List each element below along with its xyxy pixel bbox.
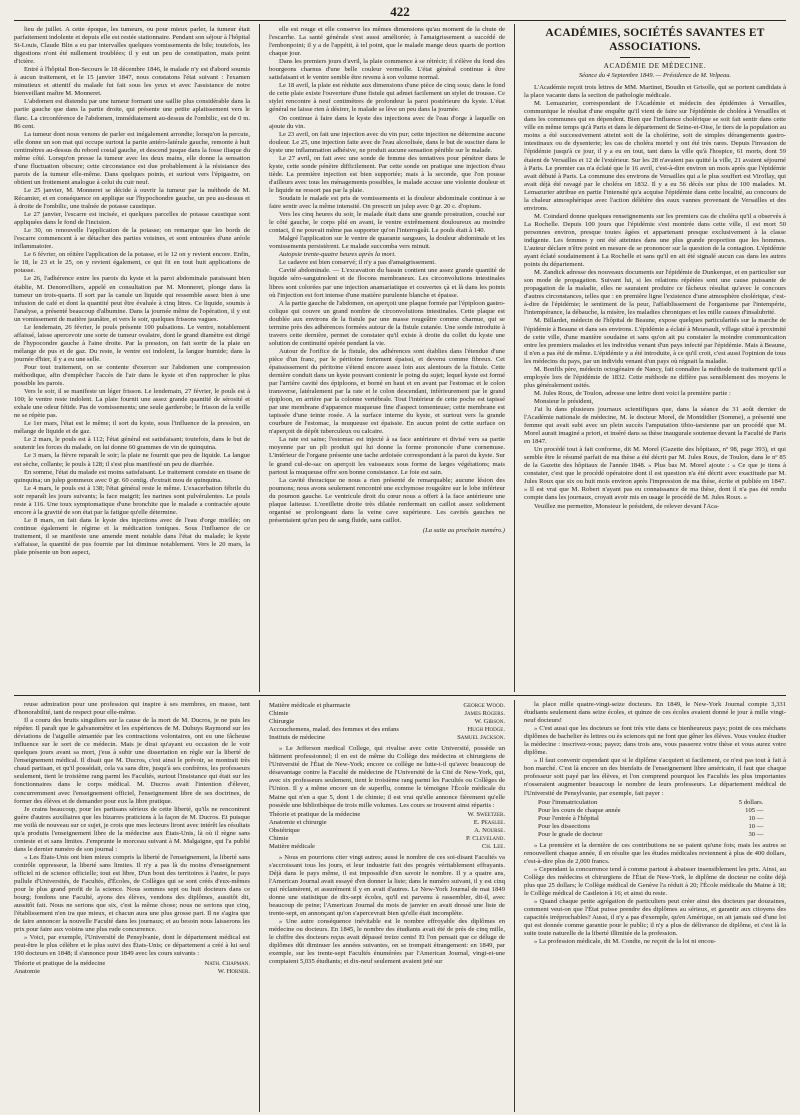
paragraph: » La première et la dernière de ces contributions ne se paient qu'une fois; mais les autres se renouvellent chaque année, il en résulte que les études médicales reviennent à plus de 400 dollars, c'est-à-dire plus de 2,000 francs. (524, 841, 786, 865)
paragraph: En somme, l'état du malade est moins satisfaisant. Le traitement consiste en tisane de quinquina; un julep gommeux avec 0 gr. 60 centig. d'extrait mou de quinquina. (14, 468, 250, 484)
professor: E. Peaslee. (473, 818, 505, 826)
paragraph: J'ai lu dans plusieurs journaux scientifiques que, dans la séance du 31 août dernier de l'Académie nationale de médecine, M. le docteur Morel, de Montdidier (Somme), a présenté une femme qui avait subi avec un plein succès l'amputation tibio-tarsienne par un procédé que M. Morel aurait imaginé a priori, et inséré dans sa thèse inaugurale soutenue devant la Faculté de Paris en 1847. (524, 405, 786, 446)
paragraph: La tumeur dont nous venons de parler est inégalement arrondie; lorsqu'on la percute, elle donne un son mat qui occupe surtout la partie antéro-latérale gauche, remonte à huit centimètres au-dessus du rebord costal gauche, et descend jusque dans la fosse iliaque du même côté. Lorsqu'on presse la tumeur avec les deux mains, elle donne la sensation d'une fluctuation obscure; cette circonstance est due probablement à la résistance des parois de la tumeur elle-même. Dans quelques points, et surtout vers l'épigastre, on obtient un frottement analogue à celui du cuir neuf. (14, 130, 250, 186)
course: Chimie (269, 834, 289, 842)
course: Chimie (269, 710, 289, 718)
page-number: 422 (390, 4, 410, 19)
fee-item: Pour l'entrée à l'hôpital (538, 814, 599, 822)
paragraph: » Quand chaque petite agrégation de particuliers peut créer ainsi des docteurs par douzaines, comment veut-on que l'État puisse prendre des diplômes au sérieux, et garantir aux citoyens des capacités irréprochables? Aussi, il n'y a pas d'exemple, qu'en Amérique, on ait jamais usé d'une loi qui est donnée comme garantie pour le public; il n'y a plus de délivrance de diplôme, et c'est là la suite toute naturelle de la liberté illimitée de la profession. (524, 898, 786, 938)
fee-row (538, 807, 763, 815)
paragraph: Veuillez me permettre, Monsieur le président, de relever devant l'Aca- (534, 502, 720, 510)
course-roster (14, 960, 250, 976)
column-divider (259, 24, 260, 692)
column-3 (524, 22, 786, 692)
column-2 (269, 26, 505, 692)
professor: Hugh Hodge. (467, 726, 505, 734)
paragraph: A la partie gauche de l'abdomen, on aperçoit une plaque formée par l'épiploon gastro-colique qui couvre un grand nombre de circonvolutions intestinales. Cette plaque est doublée aux environs de la fistule par une masse rougeâtre comme charnue, qui se termine près des adhérences formées autour de la fistule cutanée. Une sonde introduite à travers cette dernière, permet de constater qu'il existe à droite du collet du kyste une solution de continuité opérée pendant la vie. (269, 299, 505, 347)
fee-row (538, 831, 763, 839)
course-roster (269, 702, 505, 742)
course: Chirurgie (269, 718, 295, 726)
roster-row (14, 968, 250, 976)
fee-amount: 10 — (748, 814, 764, 822)
autopsy-heading: Autopsie trente-quatre heures après la mort. (279, 251, 396, 259)
paragraph: Cavité abdominale. — L'excavation du bassin contient une assez grande quantité de liquide séro-sanguinolent et de flocons membraneux. Les circonvolutions intestinales libres sont colorées par une injection anamariatique et couvertes çà et là dans les points où l'injection est fort intense d'une matière purulente blanche et épaisse. (269, 267, 505, 299)
paragraph: » La profession médicale, dit M. Condie, ne reçoit de la loi ni encou- (534, 938, 717, 946)
feuilleton-column-2 (269, 701, 505, 1111)
paragraph: elle est rouge et elle conserve les mêmes dimensions qu'au moment de la chute de l'escarrhe. La santé générale s'est aussi améliorée; à l'amaigrissement a succédé de l'embonpoint; il y a de l'appétit, à tel point, que le malade mange deux quarts de portion chaque jour. (269, 26, 505, 58)
course: Matière médicale (269, 842, 315, 850)
professor: George Wood. (463, 702, 505, 709)
section-title: ACADÉMIES, SOCIÉTÉS SAVANTES ET ASSOCIATIONS. (545, 27, 765, 53)
paragraph: Pour tout traitement, on se contente d'exercer sur l'abdomen une compression méthodique, afin d'empêcher l'accès de l'air dans le kyste et d'en rapprocher le plus possible les parois. (14, 363, 250, 388)
fee-item: Pour les dissections (538, 822, 591, 830)
paragraph: » Cependant la concurrence tend à comme partout à abaisser insensiblement les prix. Ainsi, au Collège des médecins et chirurgiens de l'État de New-York, le diplôme de docteur ne coûte déjà plus que 25 dollars; le Collège médical de Genève l'a réduit à 20; l'École médicale du Maine à 18; le Collège médical de Castleton à 16; et ainsi du reste. (524, 865, 786, 898)
paragraph: La rate est saine; l'estomac est injecté à sa face antérieure et divisé vers sa partie moyenne par un pli produit qui lui donne la forme prononcée d'une cornemuse. L'intérieur de l'organe présente une tache ardoisée correspondant à la paroi du kyste. Sur le grand cul-de-sac on aperçoit les vaisseaux sous forme de larges végétations; mais partout la muqueuse offre son bonne consistance. Le foie est sain. (269, 436, 505, 476)
course: Théorie et pratique de la médecine (14, 959, 106, 967)
fee-amount: 105 — (745, 806, 764, 814)
paragraph: La cavité thoracique ne nous a rien présenté de remarquable; aucune lésion des poumons; nous avons seulement rencontré une ecchymose rougeâtre sur le lobe inférieur du poumon gauche. Le ventricule droit du cœur nous a offert à la face antérieure une plaque laiteuse. L'oreillette droite très dilatée renfermait un caillot assez solidement organisé se prolongeant dans la veine cave supérieure. Les cavités gauches ne présentaient qu'un peu de sang fluide, sans caillot. (269, 476, 505, 524)
fee-item: Pour le grade de docteur (538, 830, 603, 838)
title-rule (620, 57, 690, 58)
paragraph: M. Billardet, médecin de l'hôpital de Beaune, expose quelques particularités sur la marche de l'épidémie à Beaune et dans ses environs. L'épidémie a éclaté à Meursault, village situé à proximité de cette ville, d'une manière soudaine et sans qu'on ait pu constater la moindre communication entre les premiers malades et les individus venant d'un pays infecté par l'épidémie. Mais à Beaune, il n'en a pas été de même. L'épidémie y a été introduite, à ce qu'il croit, c'est aussi l'opinion de tous les médecins du pays, par un individu venant d'un pays où régnait la maladie. (524, 317, 786, 365)
course: Anatomie et chirurgie (269, 818, 327, 826)
roster-row (269, 734, 505, 742)
fee-row (538, 823, 763, 831)
paragraph: Vers le soir, il se manifeste un léger frisson. Le lendemain, 27 février, le pouls est à 100; le ventre reste indolent. La plaie fournit une assez grande quantité de sérosité et exhale une odeur fétide. Pas de vomissements; une seule garderobe; le frisson de la veille ne se répète pas. (14, 388, 250, 420)
fee-amount: 5 dollars. (738, 798, 764, 806)
column-divider (514, 700, 515, 1112)
course: Matière médicale et pharmacie (269, 702, 351, 709)
paragraph: Le 18 avril, la plaie est réduite aux dimensions d'une pièce de cinq sous; dans le fond de cette plaie existe l'ouverture d'une fistule qui admet facilement un stylet de trousse. Ce stylet rencontre à neuf centimètres de profondeur la paroi postérieure du kyste. L'état général ne laisse rien à désirer, le malade se lève un peu dans la journée. (269, 82, 505, 114)
professor: P. Cleveland. (466, 834, 505, 842)
paragraph: Vers les cinq heures du soir, le malade était dans une grande prostration, couché sur le côté gauche, le corps plié en avant, le ventre extrêmement douloureux au moindre contact, il ne pouvait même pas supporter qu'on l'interrogeât. Le pouls était à 140. (269, 211, 505, 235)
paragraph: » Nous en pourrions citer vingt autres; aussi le nombre de ces soi-disant Facultés va s'accroissant tous les jours, et leur industrie fait des progrès véritablement effrayants. Déjà dans le pays même, il est impossible d'en savoir le nombre. Il y a quatre ans, l'American Journal avait essayé d'en donner la liste; dans le numéro suivant, il y est cinq qui réclamèrent, et assurément il y en avait d'autres. Le New-York Journal de mai 1849 donne une statistique de dix-sept écoles, qu'il est parvenu à rassembler, dit-il, avec beaucoup de peine; l'American Journal du mois de janvier en avait dressé une liste de trente-sept, en annonçant qu'on s'apercevrait bien qu'elle était incomplète. (269, 853, 505, 918)
professor: Nath. Chapman. (204, 959, 250, 967)
paragraph: M. Zandick adresse des nouveaux documents sur l'épidémie de Dunkerque, et en particulier sur son mode de propagation. Suivant lui, si les relations répétées sont une cause puissante de propagation de la maladie, elles ne sauraient produire ce fâcheux résultat qu'avec le concours d'autres circonstances, telles que : en première ligne l'existence d'une atmosphère cholérique, c'est-à-dire de l'épidémie; le sentiment de la peur, l'affaiblissement de l'organisme par l'intempérie, l'intempérance, la débauche, la misère, les maladies chroniques et les mille causes d'insalubrité. (524, 269, 786, 317)
course: Anatomie (14, 967, 41, 975)
professor: Ch. Lee. (481, 842, 505, 850)
paragraph: Le 4 mars, le pouls est à 138; l'état général reste le même. L'exacerbation fébrile du soir reparaît les jours suivants; la face maigrit; les narines sont pulvérulentes. Le pouls reste à 116. Une toux symptomatique d'une bronchite que le malade a contractée ajoute encore à la gravité de son état par la fatigue qu'elle détermine. (14, 484, 250, 516)
course: Instituts de médecine (269, 734, 326, 742)
paragraph: » Le Jefferson medical College, qui rivalise avec cette Université, possède un bâtiment professionnel; il en est de même du Collège des médecins et chirurgiens de l'Université de l'État de New-York; encore ce collège ne lutte-t-il qu'avec beaucoup de désavantage contre la Faculté de médecine de l'Université de la Cité de New-York, qui, avec six professeurs seulement, tient le troisième rang parmi les Facultés ou Collèges de l'Union. Il y a même encore un de superflu, comme le témoigne l'École médicale du Maine qui n'en a que 5, dont 1 de chimie; il est vrai qu'elle annonce fièrement qu'elle possède une bibliothèque de trois mille volumes. Les cours se trouvent ainsi répartis : (269, 745, 505, 809)
paragraph: Le 30, on renouvelle l'application de la potasse; on remarque que les bords de l'escarre commencent à se détacher des parties voisines, et sont entourées d'une aréole inflammatoire. (14, 227, 250, 251)
paragraph: L'Académie reçoit trois lettres de MM. Martinet, Boudin et Grisolle, qui se portent candidats à la place vacante dans la section de pathologie médicale. (524, 84, 786, 100)
paragraph: Entré à l'hôpital Bon-Secours le 18 décembre 1846, le malade n'y est d'abord soumis à aucun traitement, et le 15 janvier 1847, nous constatons l'état suivant : l'examen minutieux et attentif du malade fut fait sous les yeux et avec l'assistance de notre bienveillant maître M. Monneret. (14, 66, 250, 98)
roster-row (269, 726, 505, 734)
fee-row (538, 799, 763, 807)
roster-row (269, 718, 505, 726)
paragraph: Je crains beaucoup, pour les partisans sérieux de cette liberté, qu'ils ne rencontrent guère d'autres auxiliaires que les bizarres praticiens à la façon de M. Ducros. Et puisque me voilà de nouveau sur ce sujet, je crois que mes lecteurs liront avec intérêt les résultats qu'a produits l'enseignement libre de la médecine aux États-Unis, là où il règne sans conteste et et sans limites. J'emprunte le morceau suivant à M. Malgaigne, qui l'a publié dans le dernier numéro de son journal : (14, 805, 250, 853)
roster-row (269, 827, 505, 835)
roster-row (269, 702, 505, 710)
feuilleton-column-1 (14, 701, 250, 1111)
course-roster (269, 811, 505, 851)
paragraph: Le 2 mars, le pouls est à 112; l'état général est satisfaisant; toutefois, dans le but de soutenir les forces du malade, on lui donne 60 grammes de vin de quinquina. (14, 436, 250, 452)
paragraph: Le 27 janvier, l'escarre est incisée, et quelques parcelles de potasse caustique sont appliquées dans le fond de l'incision. (14, 211, 250, 227)
professor: W. Gibson. (474, 718, 505, 726)
academy-heading: ACADÉMIE DE MÉDECINE. (603, 62, 707, 70)
paragraph: Le 6 février, on réitère l'application de la potasse, et le 12 on y revient encore. Enfin, le 18, le 23 et le 25, on y revient également, ce qui fit en tout huit applications de potasse. (14, 251, 250, 275)
fee-amount: 30 — (748, 830, 764, 838)
paragraph: » Il faut convenir cependant que si le diplôme s'acquiert si facilement, ce n'est pas tout à fait à bon marché. C'est là encore un des bienfaits de l'enseignement libre américain, il faut que chaque professeur soit payé par les élèves, et l'on comprend pourquoi les Facultés les plus importantes n'osseraient augmenter beaucoup le nombre de leurs professeurs. Le département médical de l'Université de Pensylvanie, par exemple, fait payer : (524, 757, 786, 797)
roster-row (269, 811, 505, 819)
salutation: Monsieur le président, (534, 397, 594, 405)
course: Accouchemens, malad. des femmes et des enfans (269, 726, 399, 734)
paragraph: Le 27 avril, on fait avec une sonde de femme des tentatives pour pénétrer dans le kyste, cette sonde pénètre difficilement. Par cette sonde on pratique une injection d'eau tiède. La première injection est bien supportée; mais à la seconde, que l'on pousse d'ailleurs avec tous les ménagements possibles, le malade accuse une violente douleur et le liquide ne ressort pas par la plaie. (269, 154, 505, 194)
column-1 (14, 26, 250, 692)
fee-amount: 10 — (748, 822, 764, 830)
roster-row (14, 960, 250, 968)
paragraph: Le 23 avril, on fait une injection avec du vin pur; cette injection ne détermine aucune douleur. Le 25, une injection faite avec de l'eau alcoolisée, dans le but de susciter dans le kyste une inflammation adhésive, ne produit aucune sensation pénible sur le malade. (269, 130, 505, 154)
paragraph: On continue à faire dans le kyste des injections avec de l'eau d'orge à laquelle on ajoute du vin. (269, 114, 505, 130)
fee-item: Pour les cours de chaque année (538, 806, 621, 814)
professor: Samuel Jackson. (457, 734, 505, 742)
section-rule (14, 695, 786, 696)
professor: W. Horner. (217, 967, 250, 975)
fee-item: Pour l'immatriculation (538, 798, 598, 806)
paragraph: Dans les premiers jours d'avril, la plaie commence à se rétrécir; il s'élève du fond des bourgeons charnus d'une belle couleur vermeille. L'état général continue à être satisfaisant et le ventre semble être revenu à son volume normal. (269, 58, 505, 82)
column-divider (259, 700, 260, 1112)
paragraph: Un procédé tout à fait conforme, dit M. Morel (Gazette des hôpitaux, nº 98, page 393), et qui semble être le résumé parfait de ma thèse a été décrit par M. Jules Roux, de Toulon, dans le nº 85 de la Gazette des hôpitaux de l'année 1848. » Plus bas M. Morel ajoute : « Ce que je tiens à constater, c'est que le procédé opératoire dont il est question n'a été décrit avec exactitude par M. Jules Roux que six ou huit mois environ après l'impression de ma thèse, écrite et publiée en 1847. » Il est vrai que M. Robert n'ayant pas eu connaissance de ma thèse, dont il n'a pas été rendu compte dans les journaux, croyait avoir mis en usage le procédé de M. Jules Roux. » (524, 446, 786, 502)
feuilleton-column-3 (524, 701, 786, 1111)
fee-row (538, 815, 763, 823)
fee-table (538, 799, 763, 839)
paragraph: lieu de juillet. A cette époque, les tumeurs, ou pour mieux parler, la tumeur était parfaitement indolente et depuis elle est restée stationnaire. Pendant son séjour à l'hôpital St-Louis, Claude Blin a eu par intervalles quelques vomissements de bile; toutefois, les digestions n'ont été nullement troublées; il y eut un peu de constipation, mais point d'ictère. (14, 26, 250, 66)
paragraph: « Les États-Unis ont bien mieux compris la liberté de l'enseignement, la liberté sans contrôle oppresseur, la liberté sans limites. Il n'y a pas là du moins d'enseignement officiel ni de science officielle; tout est libre, D'un bout des territoires à l'autre, le pays pullule d'Universités, de Facultés, d'Écoles, de Collèges qui se sont créés d'eux-mêmes pour le plus grand profit de la science. Nous sommes sept ou huit docteurs dans ce bourg; fondons une Faculté, ayons des élèves, vendons des diplômes, aussitôt dit, aussitôt fait. Nous ne serions que six, c'est la même chose; nous ne serions que cinq, l'établissement n'en ira que mieux, et chacun aura une plus grosse part. Il ne s'agira que de faire annoncer la nouvelle Faculté dans les journaux; et au besoin nous laisserons les prix pour faire aux voisins une plus rude concurrence. (14, 853, 250, 934)
session-line: Séance du 4 Septembre 1849. — Présidence de M. Velpeau. (578, 72, 732, 80)
paragraph: reuse admiration pour une profession qui inspire à ses membres, en masse, tant d'honorabilité, tant de respect pour elle-même. (14, 701, 250, 717)
roster-row (269, 835, 505, 843)
paragraph: M. Jules Roux, de Toulon, adresse une lettre dont voici la première partie : (534, 389, 731, 397)
paragraph: » Une autre conséquence inévitable est le nombre effroyable des diplômes en médecine ou docteurs. En 1845, le nombre des étudiants avait été de près de cinq mille, le chiffre des docteurs reçus avait dépassé treize cents! Et l'on pensait que ce déluge de diplômes dût diminuer les années suivantes, on se trompait étrangement: en 1849, par exemple, sur les trente-sept Facultés énumérées par l'American Journal, vingt-et-une comptaient 5,035 étudiants; et dix-neuf seulement avaient jeté sur (269, 918, 505, 966)
continued-note: (La suite au prochain numéro.) (422, 526, 505, 534)
paragraph: Le 1er mars, l'état est le même; il sort du kyste, sous l'influence de la pression, un mélange de liquide et de gaz. (14, 420, 250, 436)
professor: W. Sweetzer. (467, 810, 505, 818)
paragraph: Le 26, l'adhérence entre les parois du kyste et la paroi abdominale paraissant bien établie, M. Denonvilliers, appelé en consultation par M. Monneret, plonge dans la tumeur un trois-quarts. Il sort par la canule un liquide qui ressemble assez bien à une infusion de café et dont la quantité peut être évaluée à cinq litres. Ce liquide, soumis à l'analyse, a présenté beaucoup d'albumine. Dans la journée même de l'opération, il y eut un vomissement de matière jaunâtre, et vers le soir, quelques frissons vagues. (14, 275, 250, 323)
column-divider (514, 24, 515, 692)
paragraph: Il a couru des bruits singuliers sur la cause de la mort de M. Ducros, je ne puis les répéter. Il paraît que le galvanomètre et les expériences de M. Dubuys Raymond sur les déviations de l'aiguille aimantée par les contractions volontaires, ont eu une fâcheuse influence sur le sort de ce médecin. Mais je dirai qu'ayant eu occasion de le voir quelques jours avant sa mort, j'eus à subir une dissertation en règle sur la liberté de l'enseignement médical. Il disait que M. Ducros, c'est ainsi le prévoir, se montrait très chaud partisan, et qu'il possédait, cela va sans dire, jusqu'à ses confrères, les professeurs seulement, tient le troisième rang parmi les Facultés, surtout l'insistance qui était sur les fonctionnaires dans le corps médical. M. Ducros avait l'intention d'élever, concurremment avec l'enseignement officiel, l'enseignement libre de ses doctrines, de former des élèves et de demander pour eux la libre pratique. (14, 717, 250, 805)
paragraph: Le 25 janvier, M. Monneret se décide à ouvrir la tumeur par la méthode de M. Récamier, et en conséquence on applique sur l'hypochondre gauche, un peu au-dessus et à droite de l'ombilic, une traînée de potasse caustique. (14, 186, 250, 211)
paragraph: Le cadavre est bien conservé; il n'y a pas d'amaigrissement. (279, 259, 436, 267)
paragraph: M. Coindard donne quelques renseignements sur les premiers cas de choléra qu'il a observés à La Rochelle. Depuis 100 jours que l'épidémie s'est montrée dans cette ville, il est mort 50 personnes environ, presque toutes âgées et appartenant presque exclusivement à la classe indigente. Les femmes y ont été atteintes dans une plus grande proportion que les hommes. L'auteur déclare n'être point en mesure de se prononcer sur la question de la contagion. L'épidémie ayant éclaté soudainement à La Rochelle et sans qu'il en ait été signalé aucun cas dans les autres points du département. (524, 212, 786, 269)
paragraph: Le lendemain, 26 février, le pouls présente 100 pulsations. Le ventre, notablement affaissé, laisse apercevoir une sorte de tumeur ovalaire, dont le grand diamètre est dirigé de l'hypocondre gauche à l'aine droite. Par la pression, on fait sortir de la plaie un mélange de pus et de gaz. Du reste, le ventre est indolent, la langue humide; dans la journée d'hier, il y a eu une selle. (14, 323, 250, 363)
paragraph: la place mille quatre-vingt-seize docteurs. En 1849, le New-York Journal compte 3,331 étudiants seulement dans seize écoles, et quinze de ces écoles avaient donné le jour à mille vingt-neuf docteurs! (524, 701, 786, 725)
paragraph: M. Lemazurier, correspondant de l'Académie et médecin des épidémies à Versailles, communique le résultat d'une enquête qu'il vient de faire sur l'épidémie de choléra à Versailles et dans les communes qui en dépendent. Bien que l'influence cholérique se soit fait sentir dans cette ville en même temps qu'à Paris et dans le département de Seine-et-Oise, le tiers de la population au moins a été successivement atteint soit de la cholérine, soit de simples dérangements gastro-intestinaux ou de dysenterie; les cas de choléra mortel y ont été très rares. Depuis l'invasion de l'épidémie jusqu'à ce jour, il y a eu en tout, tant dans la ville qu'à l'hospice, 61 morts, dont 59 étaient de Versailles et 12 de l'extérieur. Sur les 28 n'avaient pas quitté la ville, 21 avaient séjourné à Paris. Le premier cas n'a éclaté que le 16 avril, c'est-à-dire environ un mois après que l'épidémie avait débuté à Paris. La commune des environs de Versailles qui a le plus souffert est Viroflay, qui avait déjà été ravagé par le choléra en 1832. Il y a eu 56 décès sur plus de 100 malades. M. Lemazurier attribue en partie l'intensité qu'a acquise l'épidémie dans cette localité, au concours de la chaleur atmosphérique avec l'action délétère des eaux vannes provenant de Versailles et des environs. (524, 100, 786, 212)
paragraph: L'abdomen est distendu par une tumeur formant une saillie plus considérable dans la partie gauche que dans la partie droite, qui présente une petite aplatissement vers le flanc. La circonférence de l'abdomen, immédiatement au-dessus de l'ombilic, est de 0 m. 86 cent. (14, 98, 250, 130)
paragraph: » C'est aussi que les docteurs se font très vite dans ce bienheureux pays; point de ces méchans diplômes de bachelier ès lettres ou ès sciences qui ne font que gêner les élèves. Vous voulez étudier la médecine : inscrivez-vous; payez; dans trois ans, vous passerez votre thèse et vous aurez votre diplôme. (524, 725, 786, 757)
course: Théorie et pratique de la médecine (269, 810, 361, 818)
roster-row (269, 819, 505, 827)
professor: James Rogers. (464, 710, 505, 718)
paragraph: Le 3 mars, la fièvre reparaît le soir; la plaie ne fournit que peu de liquide. La langue est sèche, collante; le pouls à 128; il s'est plus manifesté un peu de diarrhée. (14, 452, 250, 468)
roster-row (269, 843, 505, 851)
roster-row (269, 710, 505, 718)
paragraph: M. Bonfils père, médecin octogénaire de Nancy, fait connaître la méthode de traitement qu'il a employée lors de l'épidémie de 1832. Cette méthode ne diffère pas sensiblement des moyens le plus généralement usités. (524, 365, 786, 389)
professor: A. Nourse. (474, 826, 505, 834)
header-rule (14, 20, 786, 21)
paragraph: Malgré l'application sur le ventre de quarante sangsues, la douleur abdominale et les vomissements persistèrent. Le malade succomba vers minuit. (269, 235, 505, 251)
course: Obstétrique (269, 826, 300, 834)
paragraph: Le 8 mars, on fait dans le kyste des injections avec de l'eau d'orge miellée; on continue également le régime et la médication toniques. Sous l'influence de ce traitement, il se manifeste une amende ment notable dans l'état du malade; le kyste s'affaisse, la quantité de pus fournie par lui diminue notablement. Vers le 20 mars, la plaie présente un bon aspect, (14, 516, 250, 557)
paragraph: » Voici, par exemple, l'Université de Pensylvanie, dont le département médical est peut-être le plus célèbre et le plus suivi des États-Unis; ce département a créé à lui seul 190 docteurs en 1848; il s'annonce pour 1849 avec les cours suivants : (14, 934, 250, 958)
paragraph: Soudain le malade est pris de vomissements et la douleur abdominale continue à se faire sentir avec la même intensité. On prescrit un julep avec 0 gr. 20 c. d'opium. (269, 194, 505, 211)
paragraph: Autour de l'orifice de la fistule, des adhérences sont établies dans l'étendue d'une pièce d'un franc, par le péritoine fortement épaissi, et devenu comme fibreux. Cet épaississement du péritoine s'étend encore assez loin aux alentours de la fistule. Cette dernière conduit dans un kyste pouvant contenir le poing du sujet; lequel kyste est formé par l'arrière cavité des épiploons, et borné en haut et en avant par l'estomac et le colon transverse, latéralement par la rate et le colon descendant, inférieurement par le grand épiploon, en arrière par la colonne vertébrale. Tout l'intérieur de cette poche est tapissé par une membrane d'apparence muqueuse fine d'aspect tomenteuse; cette membrane est tapissée d'une teinte rosée. A la surface interne du kyste, et surtout vers la grande courbure de l'estomac, la muqueuse est épaissie. En aucun point de cette surface on n'aperçoit de dépôt tuberculeux ou calcaire. (269, 347, 505, 436)
